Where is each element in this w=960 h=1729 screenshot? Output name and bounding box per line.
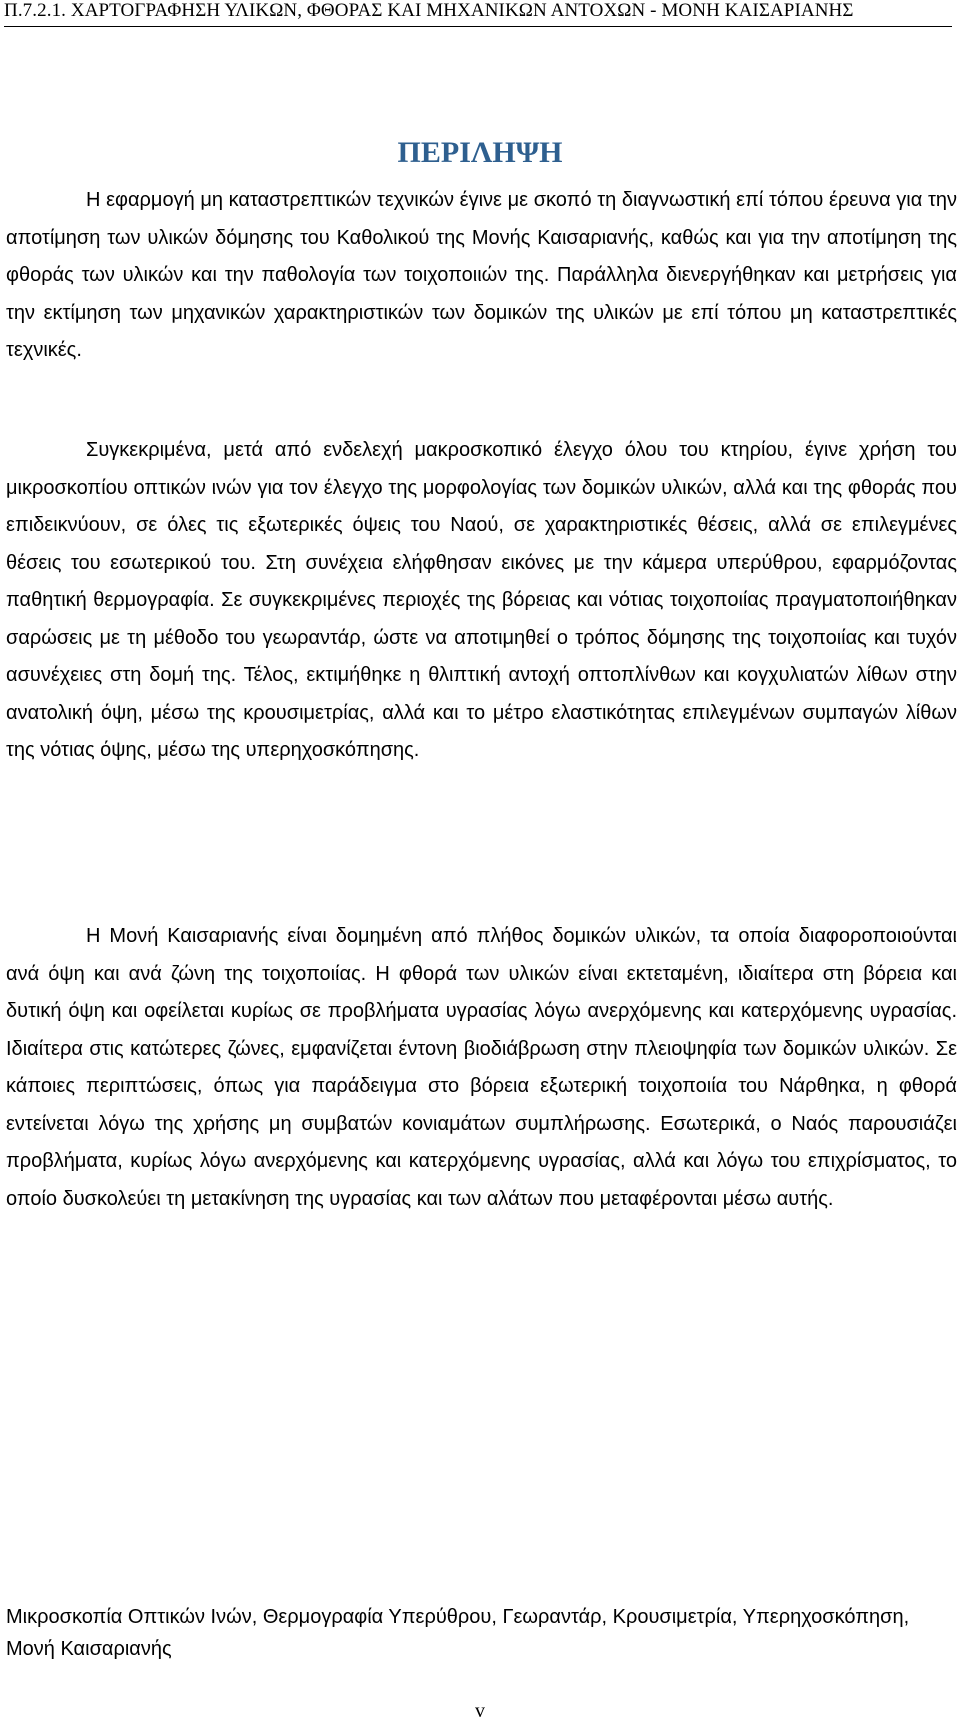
header-divider <box>4 26 952 27</box>
paragraph-text: Η εφαρμογή μη καταστρεπτικών τεχνικών έγινε με σκοπό τη διαγνωστική επί τόπου έρευνα για την αποτίμηση των υλικών δόμησης του Καθολικού της Μονής Καισαριανής, καθώς και για την αποτίμηση της φθοράς των υλικών και την παθολογία των τοιχοποιιών της. Παράλληλα διενεργήθηκαν και μετρήσεις για την εκτίμηση των μηχανικών χαρακτηριστικών των δομικών της υλικών με επί τόπου μη καταστρεπτικές τεχνικές. <box>6 189 957 361</box>
abstract-paragraph-2 <box>6 432 957 770</box>
running-header: Π.7.2.1. ΧΑΡΤΟΓΡΑΦΗΣΗ ΥΛΙΚΩΝ, ΦΘΟΡΑΣ ΚΑΙ ΜΗΧΑΝΙΚΩΝ ΑΝΤΟΧΩΝ - ΜΟΝΗ ΚΑΙΣΑΡΙΑΝΗΣ <box>4 0 854 21</box>
page-number: v <box>475 1700 485 1722</box>
paragraph-text: Συγκεκριμένα, μετά από ενδελεχή μακροσκοπικό έλεγχο όλου του κτηρίου, έγινε χρήση του μικροσκοπίου οπτικών ινών για τον έλεγχο της μορφολογίας των δομικών υλικών, αλλά και της φθοράς που επιδεικνύουν, σε όλες τις εξωτερικές όψεις του Ναού, σε χαρακτηριστικές θέσεις, αλλά σε επιλεγμένες θέσεις του εσωτερικού του. Στη συνέχεια ελήφθησαν εικόνες με την κάμερα υπερύθρου, εφαρμόζοντας παθητική θερμογραφία. Σε συγκεκριμένες περιοχές της βόρειας και νότιας τοιχοποιίας πραγματοποιήθηκαν σαρώσεις με τη μέθοδο του γεωραντάρ, ώστε να αποτιμηθεί ο τρόπος δόμησης της τοιχοποιίας και τυχόν ασυνέχειες στη δομή της. Τέλος, εκτιμήθηκε η θλιπτική αντοχή οπτοπλίνθων και κογχυλιατών λίθων στην ανατολική όψη, μέσω της κρουσιμετρίας, αλλά και το μέτρο ελαστικότητας επιλεγμένων συμπαγών λίθων της νότιας όψης, μέσω της υπερηχοσκόπησης. <box>6 439 957 761</box>
paragraph-text: Η Μονή Καισαριανής είναι δομημένη από πλήθος δομικών υλικών, τα οποία διαφοροποιούνται ανά όψη και ανά ζώνη της τοιχοποιίας. Η φθορά των υλικών είναι εκτεταμένη, ιδιαίτερα στη βόρεια και δυτική όψη και οφείλεται κυρίως σε προβλήματα υγρασίας λόγω ανερχόμενης και κατερχόμενης υγρασίας. Ιδιαίτερα στις κατώτερες ζώνες, εμφανίζεται έντονη βιοδιάβρωση στην πλειοψηφία των δομικών υλικών. Σε κάποιες περιπτώσεις, όπως για παράδειγμα στο βόρεια εξωτερική τοιχοποιία του Νάρθηκα, η φθορά εντείνεται λόγω της χρήσης μη συμβατών κονιαμάτων συμπλήρωσης. Εσωτερικά, ο Ναός παρουσιάζει προβλήματα, κυρίως λόγω ανερχόμενης και κατερχόμενης υγρασίας, αλλά και λόγω του επιχρίσματος, το οποίο δυσκολεύει τη μετακίνηση της υγρασίας και των αλάτων που μεταφέρονται μέσω αυτής. <box>6 925 957 1210</box>
keywords: Μικροσκοπία Οπτικών Ινών, Θερμογραφία Υπερύθρου, Γεωραντάρ, Κρουσιμετρία, Υπερηχοσκόπηση, Μονή Καισαριανής <box>6 1606 910 1660</box>
page-title: ΠΕΡΙΛΗΨΗ <box>397 136 563 169</box>
abstract-paragraph-1 <box>6 182 957 370</box>
abstract-paragraph-3 <box>6 918 957 1218</box>
